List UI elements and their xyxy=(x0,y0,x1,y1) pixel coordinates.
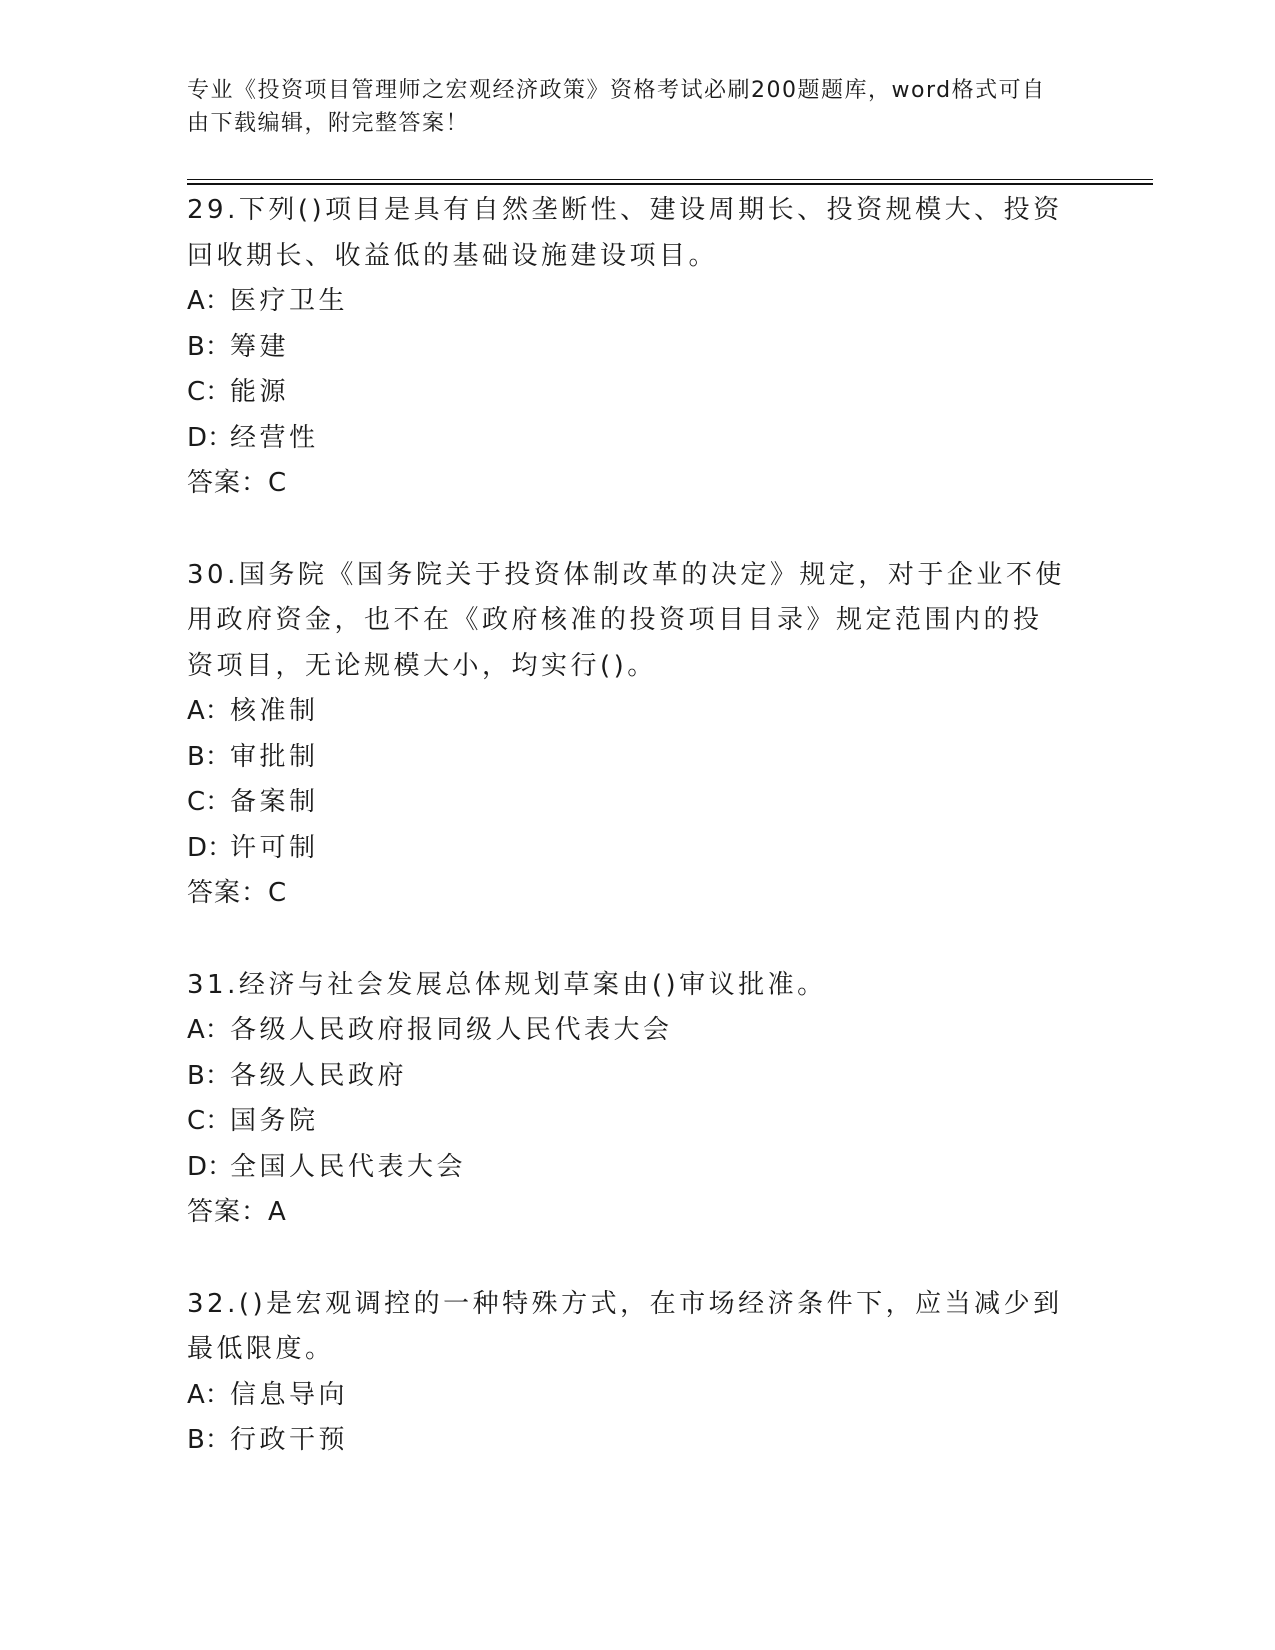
option-letter: A： xyxy=(187,286,231,316)
question-31 xyxy=(187,963,1087,1236)
option-letter: A： xyxy=(187,1015,231,1045)
option-text: 筹建 xyxy=(230,331,290,362)
option-text: 医疗卫生 xyxy=(230,286,349,316)
option-letter: A： xyxy=(187,696,231,726)
option-d xyxy=(187,1145,1087,1191)
option-c xyxy=(187,1099,1087,1145)
option-text: 审批制 xyxy=(230,741,319,772)
option-letter: C： xyxy=(187,1106,232,1136)
option-a xyxy=(187,279,1087,325)
option-letter: D： xyxy=(187,832,234,863)
option-c xyxy=(187,370,1087,416)
option-letter: D： xyxy=(187,1151,234,1182)
option-a xyxy=(187,689,1087,735)
question-stem: 30.国务院《国务院关于投资体制改革的决定》规定，对于企业不使用政府资金，也不在《政府核准的投资项目目录》规定范围内的投资项目，无论规模大小，均实行()。 xyxy=(187,559,1065,681)
header-divider-thick xyxy=(187,183,1153,185)
option-text: 信息导向 xyxy=(230,1379,349,1410)
question-32 xyxy=(187,1282,1087,1464)
header-divider-thin xyxy=(187,179,1153,180)
answer-line: 答案：C xyxy=(187,468,288,498)
document-intro: 专业《投资项目管理师之宏观经济政策》资格考试必刷200题题库，word格式可自由下载编辑，附完整答案！ xyxy=(187,78,1046,136)
option-c xyxy=(187,780,1087,826)
option-letter: C： xyxy=(187,787,232,817)
option-text: 各级人民政府 xyxy=(230,1060,408,1091)
option-letter: B： xyxy=(187,741,231,772)
option-letter: A： xyxy=(187,1379,231,1410)
option-letter: C： xyxy=(187,377,232,407)
question-stem: 32.()是宏观调控的一种特殊方式，在市场经济条件下，应当减少到最低限度。 xyxy=(187,1288,1063,1364)
option-d xyxy=(187,416,1087,462)
option-letter: B： xyxy=(187,1060,231,1091)
option-text: 能源 xyxy=(230,377,290,407)
option-text: 各级人民政府报同级人民代表大会 xyxy=(230,1015,673,1045)
answer-line: 答案：C xyxy=(187,878,288,908)
option-b xyxy=(187,735,1087,781)
question-29 xyxy=(187,188,1087,507)
question-list xyxy=(187,188,1087,1510)
question-stem: 31.经济与社会发展总体规划草案由()审议批准。 xyxy=(187,969,827,1000)
option-letter: D： xyxy=(187,422,234,453)
option-a xyxy=(187,1373,1087,1419)
option-text: 核准制 xyxy=(230,696,319,726)
option-text: 许可制 xyxy=(230,832,319,863)
option-a xyxy=(187,1008,1087,1054)
answer-line: 答案：A xyxy=(187,1197,287,1227)
option-b xyxy=(187,325,1087,371)
option-b xyxy=(187,1054,1087,1100)
option-text: 全国人民代表大会 xyxy=(230,1151,467,1182)
question-30 xyxy=(187,553,1087,917)
option-text: 经营性 xyxy=(230,422,319,453)
question-stem: 29.下列()项目是具有自然垄断性、建设周期长、投资规模大、投资回收期长、收益低的基础设施建设项目。 xyxy=(187,195,1063,271)
option-text: 行政干预 xyxy=(230,1425,349,1455)
option-text: 备案制 xyxy=(230,787,319,817)
option-b xyxy=(187,1418,1087,1464)
option-letter: B： xyxy=(187,1425,231,1455)
option-letter: B： xyxy=(187,331,231,362)
option-text: 国务院 xyxy=(230,1106,319,1136)
option-d xyxy=(187,826,1087,872)
